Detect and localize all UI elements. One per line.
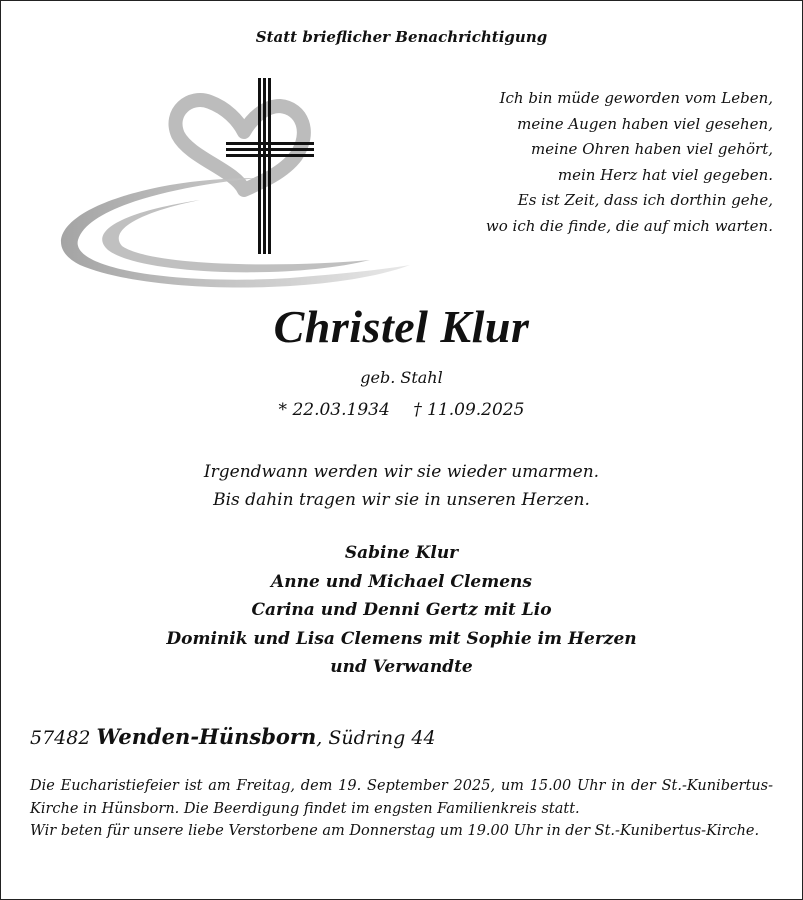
memorial-verse <box>0 458 803 514</box>
family-line: Dominik und Lisa Clemens mit Sophie im Herzen <box>166 628 637 649</box>
notice-paragraph: Wir beten für unsere liebe Verstorbene am Donnerstag um 19.00 Uhr in der St.-Kunibertus-Kirche. <box>30 823 760 839</box>
cross-shape <box>226 78 314 254</box>
poem-line: meine Augen haben viel gesehen, <box>517 114 773 133</box>
family-line: Anne und Michael Clemens <box>271 571 532 592</box>
family-list <box>0 539 803 682</box>
address-city: Wenden-Hünsborn <box>96 724 317 749</box>
verse-line: Bis dahin tragen wir sie in unseren Herzen. <box>213 490 590 510</box>
family-line: und Verwandte <box>330 657 473 677</box>
birth-date: * 22.03.1934 <box>278 400 390 420</box>
birth-name: geb. Stahl <box>360 368 443 387</box>
family-line: Carina und Denni Gertz mit Lio <box>251 600 552 620</box>
service-notice <box>30 775 773 843</box>
poem <box>486 86 773 239</box>
life-dates <box>0 400 803 420</box>
notice-paragraph: Die Eucharistiefeier ist am Freitag, dem 19. September 2025, um 15.00 Uhr in der St.-Kunibertus-Kirche in Hünsborn. Die Beerdigung findet im engsten Familienkreis statt. <box>30 778 773 817</box>
poem-line: mein Herz hat viel gegeben. <box>557 165 773 184</box>
header-title: Statt brieflicher Benachrichtigung <box>255 28 548 46</box>
family-line: Sabine Klur <box>344 543 459 563</box>
address <box>30 724 436 749</box>
verse-line: Irgendwann werden wir sie wieder umarmen. <box>203 462 600 482</box>
death-date: † 11.09.2025 <box>413 400 525 420</box>
poem-line: Ich bin müde geworden vom Leben, <box>499 89 773 107</box>
poem-line: Es ist Zeit, dass ich dorthin gehe, <box>517 191 773 209</box>
poem-line: wo ich die finde, die auf mich warten. <box>485 216 773 235</box>
heart-cross-emblem-icon <box>30 60 430 310</box>
address-zip: 57482 <box>30 727 91 749</box>
swoosh-inner <box>102 200 370 272</box>
heart-shape <box>176 100 304 190</box>
poem-line: meine Ohren haben viel gehört, <box>531 140 773 158</box>
address-street: , Südring 44 <box>316 727 436 749</box>
deceased-name: Christel Klur <box>273 301 530 352</box>
